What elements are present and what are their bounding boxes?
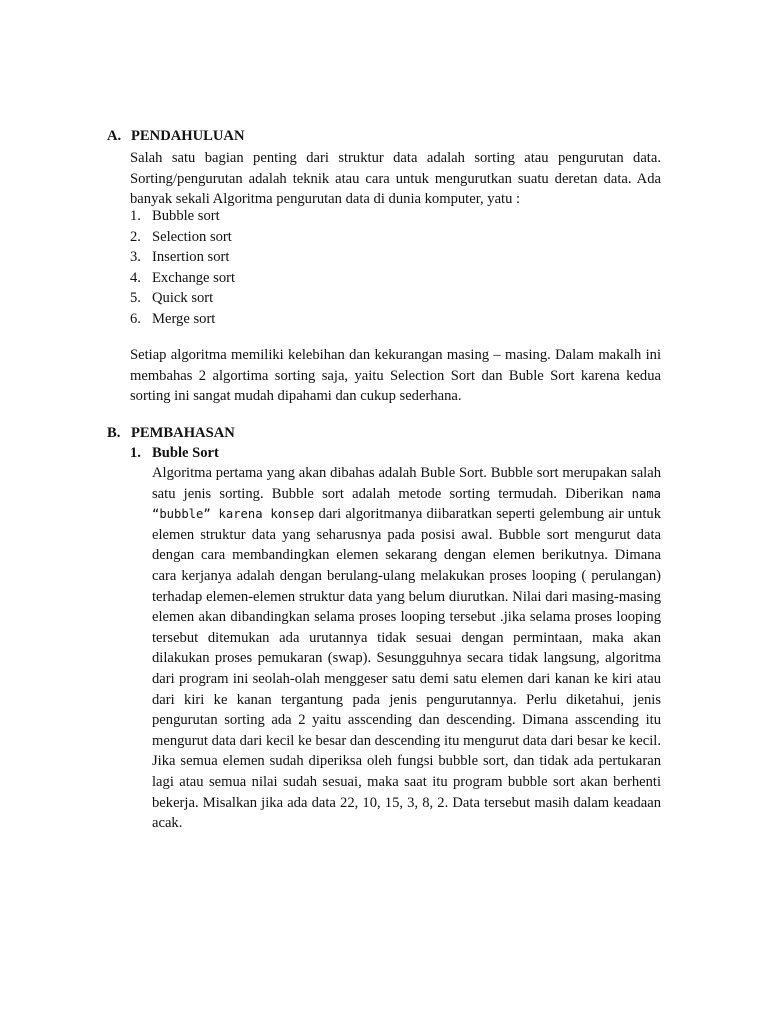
bubble-text-mono: nama “bubble” karena konsep	[152, 486, 661, 522]
list-item	[130, 288, 235, 309]
sorting-algorithm-list	[130, 206, 235, 330]
section-b-title: PEMBAHASAN	[131, 425, 235, 441]
section-a-heading	[107, 126, 245, 146]
list-item-label: Selection sort	[152, 228, 232, 245]
list-item-number: 2.	[130, 228, 141, 245]
list-item-label: Insertion sort	[152, 249, 230, 266]
list-item-number: 1.	[130, 208, 141, 224]
section-b-heading	[107, 423, 235, 443]
subsection-heading	[130, 443, 219, 463]
section-a-letter: A.	[107, 128, 122, 144]
list-item-label: Merge sort	[152, 310, 216, 327]
bubble-text-start: Algoritma pertama yang akan dibahas adalah Buble Sort. Bubble sort merupakan salah satu jenis sorting. Bubble sort adalah metode sorting termudah. Diberikan	[152, 465, 661, 502]
list-item-number: 4.	[130, 269, 141, 286]
bubble-sort-paragraph	[152, 463, 661, 834]
bubble-text-end: dari algoritmanya diibaratkan seperti gelembung air untuk elemen struktur data yang seharusnya pada posisi awal. Bubble sort mengurut data dengan cara membandingkan elemen sekarang dengan elemen berikutnya. Dimana cara kerjanya adalah dengan berulang-ulang melakukan proses looping ( perulangan) terhadap elemen-elemen struktur data yang belum diurutkan. Nilai dari masing-masing elemen akan dibandingkan selama proses looping tersebut .jika selama proses looping tersebut ditemukan ada urutannya tidak sesuai dengan permintaan, maka akan dilakukan proses pemukaran (swap). Sesungguhnya secara tidak langsung, algoritma dari program ini seolah-olah menggeser satu demi satu elemen dari kanan ke kiri atau dari kiri ke kanan tergantung pada jenis pengurutannya. Perlu diketahui, jenis pengurutan sorting ada 2 yaitu asscending dan descending. Dimana asscending itu mengurut data dari kecil ke besar dan descending itu mengurut data dari besar ke kecil. Jika semua elemen sudah diperiksa oleh fungsi bubble sort, dan tidak ada pertukaran lagi atau semua nilai sudah sesuai, maka saat itu program bubble sort akan berhenti bekerja. Misalkan jika ada data 22, 10, 15, 3, 8, 2. Data tersebut masih dalam keadaan acak.	[152, 506, 661, 832]
subsection-title: Buble Sort	[152, 445, 219, 461]
list-item-label: Quick sort	[152, 290, 214, 307]
list-item-label: Exchange sort	[152, 269, 236, 286]
list-item	[130, 227, 235, 248]
closing-paragraph: Setiap algoritma memiliki kelebihan dan kekurangan masing – masing. Dalam makalh ini membahas 2 algortima sorting saja, yaitu Selection Sort dan Buble Sort karena kedua sorting ini sangat mudah dipahami dan cukup sederhana.	[130, 347, 661, 405]
list-item	[130, 268, 235, 289]
list-item-number: 6.	[130, 310, 141, 327]
list-item-number: 3.	[130, 249, 141, 266]
list-item	[130, 206, 235, 227]
subsection-number: 1.	[130, 445, 141, 461]
list-item-number: 5.	[130, 290, 141, 307]
list-item	[130, 309, 235, 330]
intro-paragraph: Salah satu bagian penting dari struktur data adalah sorting atau pengurutan data. Sorting/pengurutan adalah teknik atau cara untuk mengurutkan suatu deretan data. Ada banyak sekali Algoritma pengurutan data di dunia komputer, yatu :	[130, 150, 661, 208]
section-a-title: PENDAHULUAN	[131, 128, 245, 144]
list-item	[130, 247, 235, 268]
section-b-letter: B.	[107, 425, 121, 441]
list-item-label: Bubble sort	[152, 208, 220, 224]
